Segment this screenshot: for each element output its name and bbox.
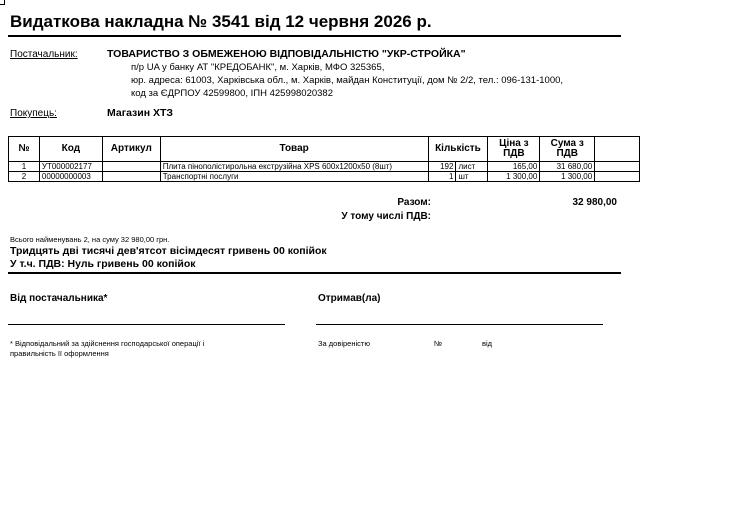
cell-code: УТ000002177 <box>39 162 102 172</box>
cell-code: 00000000003 <box>39 172 102 182</box>
header-code: Код <box>39 137 102 162</box>
header-price: Ціна з ПДВ <box>488 137 540 162</box>
received-label: Отримав(ла) <box>318 293 381 304</box>
supplier-address: юр. адреса: 61003, Харківська обл., м. Харків, майдан Конституції, дом № 2/2, тел.: 096-131-1000, <box>131 75 564 86</box>
header-number: № <box>9 137 40 162</box>
supplier-bank: п/р UA у банку АТ "КРЕДОБАНК", м. Харків, МФО 325365, <box>131 62 385 73</box>
header-empty <box>595 137 640 162</box>
total-label: Разом: <box>397 197 431 208</box>
footnote-line-2: правильність її оформлення <box>10 349 109 358</box>
supplier-signature-line <box>8 324 285 325</box>
cell-empty <box>595 162 640 172</box>
footnote-line-1: * Відповідальний за здійснення господарської операції і <box>10 339 205 348</box>
cell-qty: 192 <box>428 162 456 172</box>
cell-unit: лист <box>456 162 488 172</box>
receiver-signature-line <box>316 324 603 325</box>
header-sum: Сума з ПДВ <box>540 137 595 162</box>
table-header-row <box>9 137 640 162</box>
vat-in-words: У т.ч. ПДВ: Нуль гривень 00 копійок <box>10 258 196 270</box>
vat-label: У тому числі ПДВ: <box>341 211 431 222</box>
proxy-label: За довіреністю <box>318 339 370 348</box>
header-quantity: Кількість <box>428 137 488 162</box>
total-value: 32 980,00 <box>572 197 617 208</box>
cell-number: 1 <box>9 162 40 172</box>
proxy-date-label: від <box>482 339 493 348</box>
supplier-codes: код за ЄДРПОУ 42599800, ІПН 425998020382 <box>131 88 333 99</box>
buyer-label: Покупець: <box>10 108 57 119</box>
supplier-label: Постачальник: <box>10 49 78 60</box>
cell-article <box>102 172 160 182</box>
amount-in-words: Тридцять дві тисячі дев'ятсот вісімдесят гривень 00 копійок <box>10 245 327 257</box>
buyer-name: Магазин ХТЗ <box>107 107 173 119</box>
supplier-name: ТОВАРИСТВО З ОБМЕЖЕНОЮ ВІДПОВІДАЛЬНІСТЮ "УКР-СТРОЙКА" <box>107 48 466 60</box>
cell-sum: 1 300,00 <box>540 172 595 182</box>
cell-empty <box>595 172 640 182</box>
table-row <box>9 162 640 172</box>
cell-sum: 31 680,00 <box>540 162 595 172</box>
items-count-line: Всього найменувань 2, на суму 32 980,00 грн. <box>10 235 170 244</box>
cell-qty: 1 <box>428 172 456 182</box>
header-product: Товар <box>160 137 428 162</box>
header-article: Артикул <box>102 137 160 162</box>
cell-number: 2 <box>9 172 40 182</box>
cell-product: Транспортні послуги <box>160 172 428 182</box>
from-supplier-label: Від постачальника* <box>10 293 108 304</box>
proxy-number-label: № <box>434 339 443 348</box>
summary-underline <box>8 272 621 274</box>
cell-unit: шт <box>456 172 488 182</box>
cell-product: Плита пінополістирольна екструзійна XPS 600х1200х50 (8шт) <box>160 162 428 172</box>
cell-price: 165,00 <box>488 162 540 172</box>
page-corner-mark <box>0 0 5 5</box>
cell-price: 1 300,00 <box>488 172 540 182</box>
invoice-title: Видаткова накладна № 3541 від 12 червня 2026 р. <box>10 12 432 31</box>
title-underline <box>8 35 621 37</box>
items-table <box>8 136 640 182</box>
table-row <box>9 172 640 182</box>
cell-article <box>102 162 160 172</box>
